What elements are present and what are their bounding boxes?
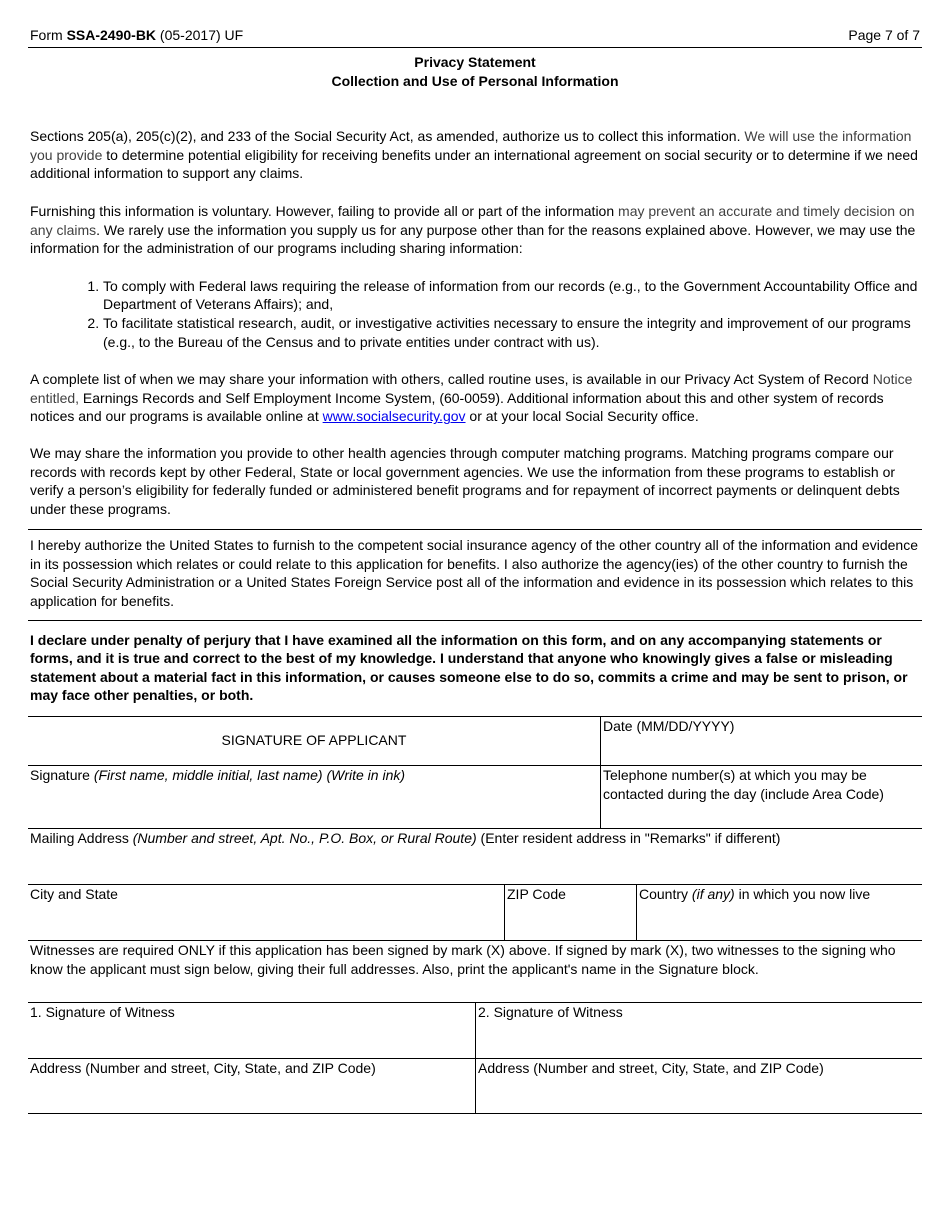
city-zip-country-row: [28, 884, 922, 940]
witness-note-row: [28, 940, 922, 1002]
address-2-label: Address (Number and street, City, State, and ZIP Code): [478, 1060, 824, 1077]
signature-hint: (First name, middle initial, last name) (Write in ink): [93, 767, 406, 784]
title-line-1: Privacy Statement: [414, 54, 536, 70]
mailing-address-row: [28, 828, 922, 884]
witness-note: Witnesses are required ONLY if this application has been signed by mark (X) above. If signed by mark (X), two witnesses to the signing who know the applicant must sign below, giving their full addresses. Also, print the applicant's name in the Signature block.: [30, 942, 896, 977]
witness-2-address-field[interactable]: [475, 1059, 922, 1113]
privacy-paragraph-4: We may share the information you provide to other health agencies through computer matching programs. Matching programs compare our records with records kept by other Federal, State or local government agencies. We use the information from these programs to establish or verify a person’s eligibility for federally funded or administered benefit programs and for repayment of incorrect payments or delinquent debts under these programs.: [30, 444, 900, 517]
witness-1-address-field[interactable]: [28, 1059, 475, 1113]
telephone-label: Telephone number(s) at which you may be contacted during the day (include Area Code): [603, 767, 884, 802]
list-item: 1. To comply with Federal laws requiring the release of information from our records (e.g., to the Government Accountability Office and Department of Veterans Affairs); and,: [103, 277, 922, 314]
signature-heading-row: [28, 716, 922, 765]
authorization-section: [28, 529, 922, 610]
form-page: [28, 26, 922, 1114]
mailing-note: (Enter resident address in "Remarks" if different): [476, 830, 781, 847]
witness-2-signature-field[interactable]: [475, 1003, 922, 1058]
privacy-paragraph-3: A complete list of when we may share your information with others, called routine uses, is available in our Privacy Act System of Record Notice entitled, Earnings Records and Self Employment Income System, (60-0059). Additional information about this and other system of records notices and our programs is available online at www.socialsecurity.gov or at your local Social Security office.: [30, 371, 913, 425]
country-hint: (if any): [691, 886, 735, 903]
witness-2-label: 2. Signature of Witness: [478, 1004, 623, 1021]
witness-1-label: 1. Signature of Witness: [30, 1004, 175, 1021]
witness-signature-row: [28, 1002, 922, 1058]
privacy-paragraph-1: Sections 205(a), 205(c)(2), and 233 of the Social Security Act, as amended, authorize us to collect this information. We will use the information you provide to determine potential eligibility for receiving benefits under an international agreement on social security or to determine if we need additional information to support any claims.: [30, 128, 918, 182]
zip-label: ZIP Code: [507, 886, 566, 903]
zip-code-field[interactable]: [504, 885, 636, 940]
form-header: [28, 26, 922, 48]
title-line-2: Collection and Use of Personal Information: [331, 72, 619, 89]
list-item: 2. To facilitate statistical research, audit, or investigative activities necessary to ensure the integrity and improvement of our programs (e.g., to the Bureau of the Census and to private entities under contract with us).: [103, 314, 922, 351]
mailing-hint: (Number and street, Apt. No., P.O. Box, or Rural Route): [132, 830, 477, 847]
date-field[interactable]: [600, 717, 922, 765]
witness-address-row: [28, 1058, 922, 1114]
mailing-address-field[interactable]: [28, 829, 922, 884]
signature-label: Signature: [30, 767, 94, 784]
privacy-paragraph-2: Furnishing this information is voluntary. However, failing to provide all or part of the information may prevent an accurate and timely decision on any claims. We rarely use the information you supply us for any purpose other than for the reasons explained above. However, we may use the information for the administration of our programs including sharing information:: [30, 202, 916, 257]
ssa-website-link[interactable]: www.socialsecurity.gov: [322, 408, 466, 425]
country-suffix: in which you now live: [734, 886, 871, 903]
telephone-field[interactable]: [600, 766, 922, 828]
date-label: Date (MM/DD/YYYY): [603, 718, 735, 735]
page-title: [28, 53, 922, 90]
declaration-section: [28, 620, 922, 705]
form-id: SSA-2490-BK: [66, 27, 157, 44]
sharing-list: [28, 277, 922, 351]
city-state-field[interactable]: [28, 885, 504, 940]
country-field[interactable]: [636, 885, 922, 940]
witness-1-signature-field[interactable]: [28, 1003, 475, 1058]
page-number: Page 7 of 7: [848, 27, 920, 44]
city-label: City and State: [30, 886, 118, 903]
declaration-text: I declare under penalty of perjury that I have examined all the information on this form, and on any accompanying statements or forms, and it is true and correct to the best of my knowledge. I understand that anyone who knowingly gives a false or misleading statement about a material fact in this information, or causes someone else to do so, commits a crime and may be sent to prison, or may face other penalties, or both.: [30, 631, 908, 704]
mailing-label: Mailing Address: [30, 830, 133, 847]
signature-row: [28, 765, 922, 828]
authorization-text: I hereby authorize the United States to furnish to the competent social insurance agency of the other country all of the information and evidence in its possession which relates or could relate to this application for benefits. I also authorize the agency(ies) of the other country to furnish the Social Security Administration or a United States Foreign Service post all of the information and evidence in its possession which relates to this application for benefits.: [30, 537, 918, 610]
country-label: Country: [639, 886, 692, 903]
form-number: Form SSA-2490-BK (05-2017) UF: [30, 27, 244, 44]
signature-heading: SIGNATURE OF APPLICANT: [221, 732, 407, 749]
signature-field[interactable]: [28, 766, 600, 828]
address-1-label: Address (Number and street, City, State, and ZIP Code): [30, 1060, 376, 1077]
